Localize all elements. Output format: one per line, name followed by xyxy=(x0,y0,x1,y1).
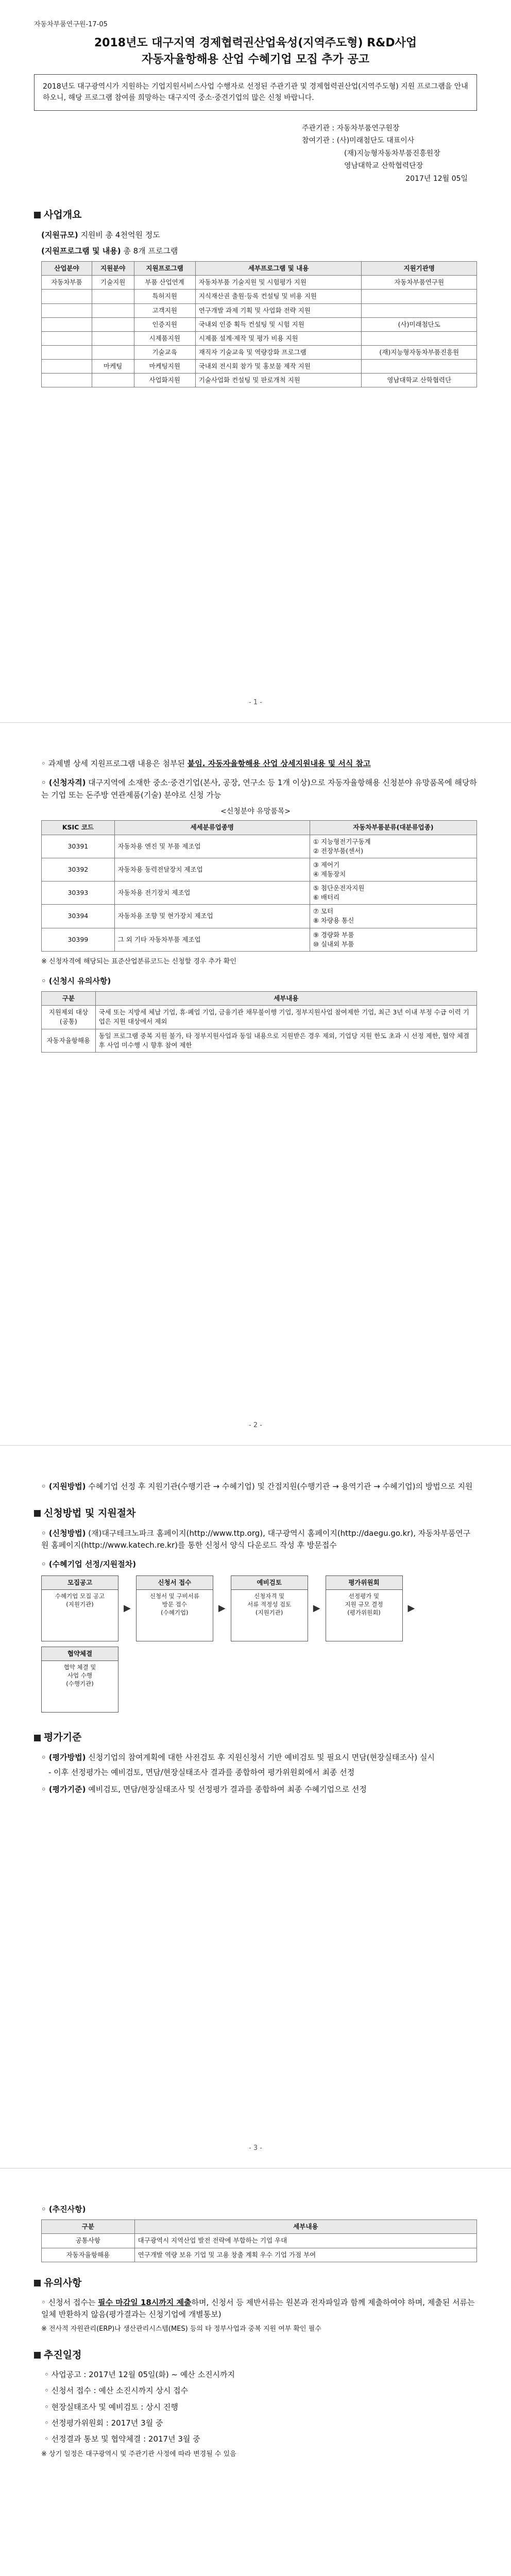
table-cell: 자동차용 동력전달장치 제조업 xyxy=(114,858,310,881)
ksic-table-wrap xyxy=(41,820,477,951)
table-cell: 공통사항 xyxy=(42,2234,135,2248)
page-number: - 3 - xyxy=(249,2144,262,2152)
process-step-desc: 신청서 및 구비서류 방문 접수 (수혜기업) xyxy=(149,1592,199,1616)
table-cell: 인증지원 xyxy=(134,317,195,331)
table-cell: 동일 프로그램 중복 지원 불가, 타 정부지원사업과 동일 내용으로 지원받은 경우 제외, 기업당 지원 한도 초과 시 선정 제한, 협약 체결 후 사업 미수행 시 향후 참여 제한 xyxy=(95,1029,476,1052)
table-header-cell: 지원기관명 xyxy=(362,262,477,276)
schedule-item: ◦ 선정결과 통보 및 협약체결 : 2017년 3월 중 xyxy=(44,2434,200,2444)
schedule-item: ◦ 선정평가위원회 : 2017년 3월 중 xyxy=(44,2418,163,2428)
table-cell xyxy=(92,331,134,345)
schedule-note: ※ 상기 일정은 대구광역시 및 주관기관 사정에 따라 변경될 수 있음 xyxy=(41,2450,236,2459)
section-bullet-icon xyxy=(34,1510,41,1517)
table-row xyxy=(42,882,477,905)
table-cell: ① 지능형전기구동계 ② 전장부품(센서) xyxy=(310,835,476,858)
table-header-cell: 세세분류업종명 xyxy=(114,821,310,835)
process-step xyxy=(231,1575,308,1641)
table-cell xyxy=(42,290,92,303)
process-step xyxy=(41,1647,118,1713)
table-cell: ③ 제어기 ④ 제동장치 xyxy=(310,858,476,881)
table-header-cell: 지원프로그램 xyxy=(134,262,195,276)
page-number: - 2 - xyxy=(249,1421,262,1429)
section-title-schedule: 추진일정 xyxy=(34,2348,477,2363)
table-cell xyxy=(92,317,134,331)
table-caption: <신청분야 유망품목> xyxy=(220,807,291,816)
process-label: ◦ (수혜기업 선정/지원절차) xyxy=(41,1560,137,1569)
notice-box: 2018년도 대구광역시가 지원하는 기업지원서비스사업 수행자로 선정된 주관기관 및 경제협력권산업(지역주도형) 지원 프로그램을 안내하오니, 해당 프로그램 참여를 희망하는 대구지역 중소·중견기업의 많은 신청 바랍니다. xyxy=(34,74,477,111)
title-line-1: 2018년도 대구지역 경제협력권산업육성(지역주도형) R&D사업 xyxy=(94,37,417,50)
table-cell: 자동차용 조향 및 현가장치 제조업 xyxy=(114,905,310,928)
table-cell: 시제품 설계·제작 및 평가 비용 지원 xyxy=(195,331,362,345)
table-cell: 30392 xyxy=(42,858,115,881)
table-cell: 기술사업화 컨설팅 및 판로개척 지원 xyxy=(195,374,362,387)
section-bullet-icon xyxy=(34,2280,41,2286)
application-method: ◦ (신청방법) (재)대구테크노파크 홈페이지(http://www.ttp.org), 대구광역시 홈페이지(http://daegu.go.kr), 자동차부품연구원 홈페이지(http://www.katech.re.kr)를 통한 신청서 양식 다운로드 작성 후 방문접수 xyxy=(41,1528,471,1550)
table-cell xyxy=(362,303,477,317)
table-cell: 연구개발 과제 기획 및 사업화 전략 지원 xyxy=(195,303,362,317)
caution-label: ◦ (신청시 유의사항) xyxy=(41,976,111,986)
process-step-title: 예비검토 xyxy=(231,1576,308,1589)
table-cell xyxy=(42,303,92,317)
arrow-right-icon: ▶ xyxy=(407,1603,415,1614)
signatory-org-3: (재)지능형자동차부품진흥원장 xyxy=(344,149,440,158)
detail-reference: ◦ 과제별 상세 지원프로그램 내용은 첨부된 붙임. 자동자율항해용 산업 상세지원내용 및 서식 참고 xyxy=(41,759,371,768)
table-cell: 기술교육 xyxy=(134,345,195,359)
schedule-item: ◦ 신청서 접수 : 예산 소진시까지 상시 접수 xyxy=(44,2386,189,2396)
table-cell: 자동자율항해용 xyxy=(42,2248,135,2262)
table-header-cell: 산업분야 xyxy=(42,262,92,276)
section-bullet-icon xyxy=(34,2352,41,2359)
table-cell: 기술지원 xyxy=(92,276,134,290)
evaluation-method: ◦ (평가방법) 신청기업의 참여계획에 대한 사전검토 후 지원신청서 기반 예비검토 및 필요시 면담(현장실태조사) 실시 xyxy=(41,1752,435,1762)
table-cell xyxy=(42,345,92,359)
document-page-4 xyxy=(0,2168,511,2576)
table-header-cell: 세부프로그램 및 내용 xyxy=(195,262,362,276)
document-page-2 xyxy=(0,723,511,1446)
process-step-title: 신청서 접수 xyxy=(137,1576,213,1589)
table-cell: ⑦ 모터 ⑧ 차량용 통신 xyxy=(310,905,476,928)
table-header-cell: 지원분야 xyxy=(92,262,134,276)
table-row xyxy=(42,905,477,928)
table-cell: (사)미래첨단도 xyxy=(362,317,477,331)
process-step-title: 평가위원회 xyxy=(326,1576,402,1589)
priority-label: ◦ (추진사항) xyxy=(41,2205,86,2214)
table-cell: 국내외 인증 획득 컨설팅 및 시험 지원 xyxy=(195,317,362,331)
table-cell: 지원제외 대상(공통) xyxy=(42,1006,96,1029)
table-header-cell: KSIC 코드 xyxy=(42,821,115,835)
arrow-right-icon: ▶ xyxy=(124,1603,131,1614)
signatory-block xyxy=(302,122,477,185)
section-title-cautions: 유의사항 xyxy=(34,2276,477,2291)
table-cell: 자동차용 전기장치 제조업 xyxy=(114,882,310,905)
table-cell: (재)지능형자동차부품진흥원 xyxy=(362,345,477,359)
process-step xyxy=(136,1575,213,1641)
table-cell: 자동차부품연구원 xyxy=(362,276,477,290)
priority-table xyxy=(41,2219,477,2262)
support-programs: (지원프로그램 및 내용) 총 8개 프로그램 xyxy=(41,246,178,256)
process-step-desc: 선정평가 및 지원 규모 결정 (평가위원회) xyxy=(345,1592,383,1616)
signatory-org-4: 영남대학교 산학협력단장 xyxy=(344,162,423,171)
table-cell: 30399 xyxy=(42,928,115,951)
table-row xyxy=(42,1006,477,1029)
table-cell: 국내외 전시회 참가 및 홍보물 제작 지원 xyxy=(195,360,362,374)
table-cell: 그 외 기타 자동차부품 제조업 xyxy=(114,928,310,951)
table-cell: ⑤ 첨단운전자지원 ⑥ 배터리 xyxy=(310,882,476,905)
table-cell xyxy=(362,331,477,345)
program-table-wrap xyxy=(41,261,477,387)
table-header-cell: 세부내용 xyxy=(134,2220,476,2234)
table-row xyxy=(42,2248,477,2262)
table-cell: 30394 xyxy=(42,905,115,928)
table-cell: 30391 xyxy=(42,835,115,858)
title-line-2: 자동자율항해용 산업 수혜기업 모집 추가 공고 xyxy=(141,53,370,66)
table-cell: 대구광역시 지역산업 발전 전략에 부합하는 기업 우대 xyxy=(134,2234,476,2248)
process-step xyxy=(326,1575,403,1641)
document-page-1 xyxy=(0,0,511,723)
eligibility-note: ※ 신청자격에 해당되는 표준산업분류코드는 신청할 경우 추가 확인 xyxy=(41,957,236,965)
table-cell xyxy=(42,360,92,374)
signatory-org-1: 주관기관 : 자동차부품연구원장 xyxy=(302,124,400,132)
table-row xyxy=(42,345,477,359)
submission-rule: ◦ 신청서 접수는 필수 마감일 18시까지 제출하며, 신청서 등 제반서류는 원본과 전자파일과 함께 제출하여야 하며, 제출된 서류는 일체 반환하지 않음(평가결과는 신청기업에 개별통보) xyxy=(41,2298,475,2319)
signatory-org-2: 참여기관 : (사)미래첨단도 대표이사 xyxy=(302,137,415,145)
table-header-cell: 세부내용 xyxy=(95,992,476,1006)
evaluation-method-detail: - 이후 선정평가는 예비검토, 면담/현장실태조사 결과를 종합하여 평가위원회에서 최종 선정 xyxy=(48,1768,355,1777)
table-row xyxy=(42,374,477,387)
table-header-cell: 구분 xyxy=(42,2220,135,2234)
table-cell: ⑨ 경량화 부품 ⑩ 실내외 부품 xyxy=(310,928,476,951)
table-cell xyxy=(92,290,134,303)
arrow-right-icon: ▶ xyxy=(313,1603,320,1614)
ksic-table xyxy=(41,820,477,951)
process-step-title: 모집공고 xyxy=(42,1576,118,1589)
table-cell: 시제품지원 xyxy=(134,331,195,345)
table-cell: 자동차부품 xyxy=(42,276,92,290)
table-row xyxy=(42,835,477,858)
process-step-desc: 신청자격 및 서류 적정성 검토 (지원기관) xyxy=(247,1592,292,1616)
table-row xyxy=(42,928,477,951)
process-step-desc: 협약 체결 및 사업 수행 (수행기관) xyxy=(63,1663,96,1687)
table-row xyxy=(42,303,477,317)
table-cell: 연구개발 역량 보유 기업 및 고용 창출 계획 우수 기업 가점 부여 xyxy=(134,2248,476,2262)
table-cell: 자동차부품 기술지원 및 시험평가 지원 xyxy=(195,276,362,290)
schedule-item: ◦ 사업공고 : 2017년 12월 05일(화) ~ 예산 소진시까지 xyxy=(44,2370,235,2380)
table-row xyxy=(42,290,477,303)
section-title-overview: 사업개요 xyxy=(34,208,477,223)
table-cell xyxy=(362,290,477,303)
support-scale: (지원규모) 지원비 총 4천억원 정도 xyxy=(41,230,160,240)
arrow-right-icon: ▶ xyxy=(218,1603,226,1614)
table-cell xyxy=(42,317,92,331)
page-number: - 1 - xyxy=(249,698,262,706)
schedule-item: ◦ 현장실태조사 및 예비검토 : 상시 진행 xyxy=(44,2402,178,2412)
table-cell: 재직자 기술교육 및 역량강화 프로그램 xyxy=(195,345,362,359)
eligibility: ◦ (신청자격) 대구지역에 소재한 중소·중견기업(본사, 공장, 연구소 등 1개 이상)으로 자동자율항해용 신청분야 유망품목에 해당하는 기업 또는 돈주방 연관제품(기술) 분야로 신청 가능 xyxy=(41,778,477,800)
table-cell xyxy=(92,303,134,317)
submission-note: ※ 전사적 자원관리(ERP)나 생산관리시스템(MES) 등의 타 정부사업과 중복 지원 여부 확인 필수 xyxy=(41,2325,321,2333)
caution-table xyxy=(41,991,477,1053)
table-cell: 부품 산업연계 xyxy=(134,276,195,290)
table-cell: 고객지원 xyxy=(134,303,195,317)
table-cell: 영남대학교 산학협력단 xyxy=(362,374,477,387)
table-cell: 자동차용 엔진 및 부품 제조업 xyxy=(114,835,310,858)
table-cell: 지식재산권 출원·등록 컨설팅 및 비용 지원 xyxy=(195,290,362,303)
section-bullet-icon xyxy=(34,1735,41,1741)
support-method: ◦ (지원방법) 수혜기업 선정 후 지원기관(수행기관 → 수혜기업) 및 간접지원(수행기관 → 용역기관 → 수혜기업)의 방법으로 지원 xyxy=(41,1482,473,1491)
notice-date: 2017년 12월 05일 xyxy=(405,174,468,183)
table-cell: 30393 xyxy=(42,882,115,905)
table-cell: 자동자율항해용 xyxy=(42,1029,96,1052)
table-cell xyxy=(42,331,92,345)
section-bullet-icon xyxy=(34,212,41,218)
process-flow xyxy=(41,1575,477,1713)
evaluation-criteria: ◦ (평가기준) 예비검토, 면담/현장실태조사 및 선정평가 결과를 종합하여 최종 수혜기업으로 선정 xyxy=(41,1785,367,1794)
table-header-cell: 자동차부품분류(대분류업종) xyxy=(310,821,476,835)
process-step xyxy=(41,1575,118,1641)
document-page-3 xyxy=(0,1446,511,2168)
table-row xyxy=(42,317,477,331)
caution-table-wrap xyxy=(41,991,477,1053)
table-row xyxy=(42,360,477,374)
process-step-title: 협약체결 xyxy=(42,1647,118,1660)
table-row xyxy=(42,276,477,290)
program-table xyxy=(41,261,477,387)
table-cell xyxy=(92,374,134,387)
document-number: 자동차부품연구원-17-05 xyxy=(34,21,108,28)
table-cell: 사업화지원 xyxy=(134,374,195,387)
table-cell: 마케팅지원 xyxy=(134,360,195,374)
table-cell: 특허지원 xyxy=(134,290,195,303)
process-step-desc: 수혜기업 모집 공고 (지원기관) xyxy=(55,1592,105,1608)
table-row xyxy=(42,2234,477,2248)
table-row xyxy=(42,1029,477,1052)
table-cell: 마케팅 xyxy=(92,360,134,374)
table-cell xyxy=(42,374,92,387)
table-row xyxy=(42,858,477,881)
section-title-evaluation: 평가기준 xyxy=(34,1730,477,1745)
table-header-cell: 구분 xyxy=(42,992,96,1006)
page-title xyxy=(34,35,477,68)
priority-table-wrap xyxy=(41,2219,477,2262)
table-cell xyxy=(362,360,477,374)
section-title-application: 신청방법 및 지원절차 xyxy=(34,1506,477,1521)
table-cell: 국세 또는 지방세 체납 기업, 휴·폐업 기업, 금융기관 채무불이행 기업, 정부지원사업 참여제한 기업, 최근 3년 이내 부정 수급 이력 기업은 지원 대상에서 제외 xyxy=(95,1006,476,1029)
table-row xyxy=(42,331,477,345)
table-cell xyxy=(92,345,134,359)
